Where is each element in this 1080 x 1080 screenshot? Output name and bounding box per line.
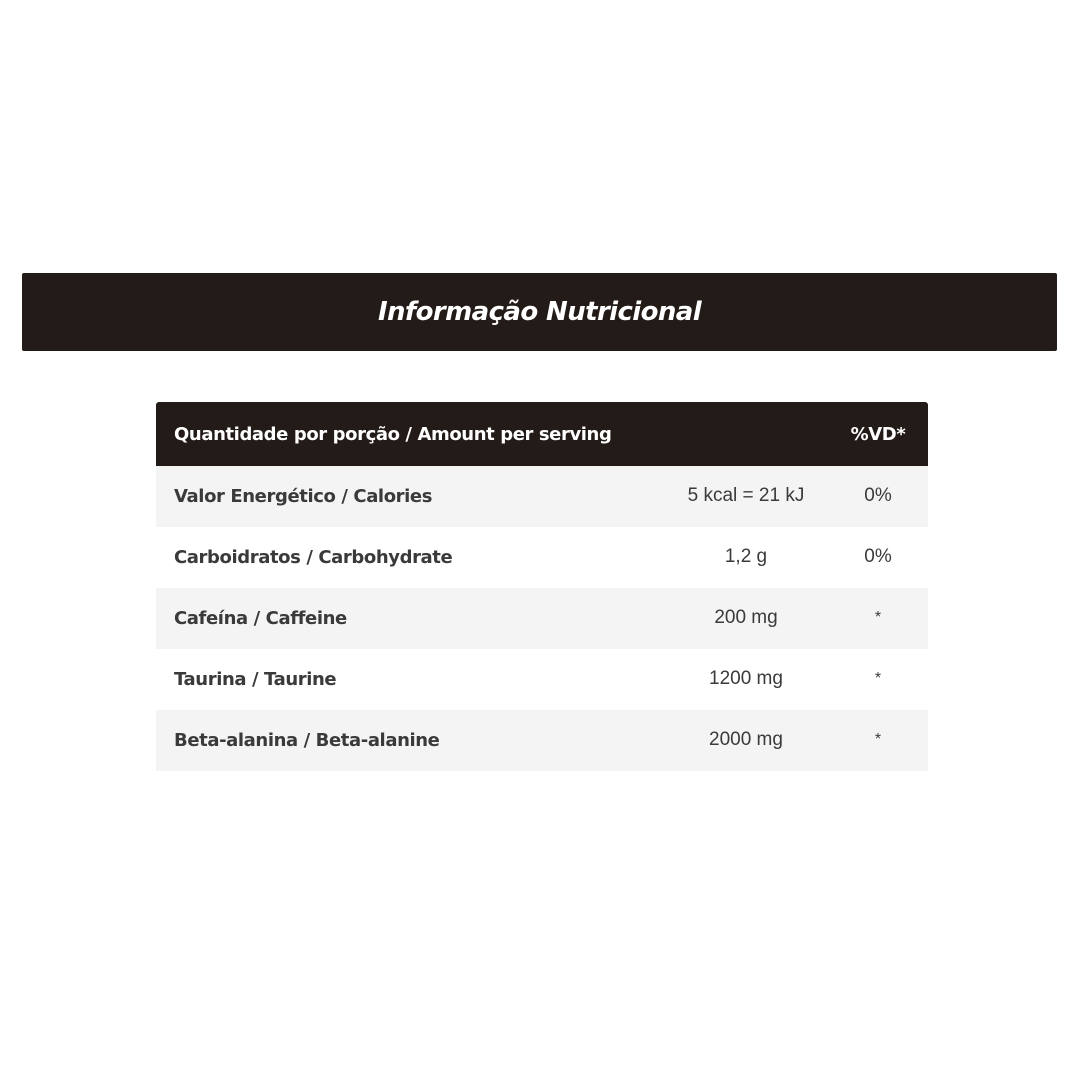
table-row xyxy=(156,649,928,710)
nutrient-daily-value: * xyxy=(874,609,882,626)
nutrition-table xyxy=(156,402,928,771)
nutrient-name: Carboidratos / Carbohydrate xyxy=(174,547,453,568)
nutrient-amount: 1200 mg xyxy=(709,668,783,689)
nutrient-amount: 5 kcal = 21 kJ xyxy=(687,485,805,506)
nutrient-amount: 2000 mg xyxy=(709,729,783,750)
nutrient-name: Valor Energético / Calories xyxy=(174,486,433,507)
nutrient-name: Taurina / Taurine xyxy=(174,669,337,690)
nutrient-name: Beta-alanina / Beta-alanine xyxy=(174,730,440,751)
page-title: Informação Nutricional xyxy=(377,297,702,327)
header-daily-value-label: %VD* xyxy=(850,424,906,445)
nutrient-amount: 200 mg xyxy=(714,607,778,628)
nutrition-info-banner xyxy=(22,273,1057,351)
nutrient-daily-value: * xyxy=(874,670,882,687)
table-row xyxy=(156,588,928,649)
table-row xyxy=(156,466,928,527)
header-serving-label: Quantidade por porção / Amount per serving xyxy=(174,424,612,445)
nutrient-daily-value: 0% xyxy=(864,546,892,567)
table-row xyxy=(156,527,928,588)
nutrient-daily-value: * xyxy=(874,731,882,748)
table-header xyxy=(156,402,928,466)
nutrient-name: Cafeína / Caffeine xyxy=(174,608,347,629)
table-row xyxy=(156,710,928,771)
nutrient-daily-value: 0% xyxy=(864,485,892,506)
nutrient-amount: 1,2 g xyxy=(724,546,768,567)
